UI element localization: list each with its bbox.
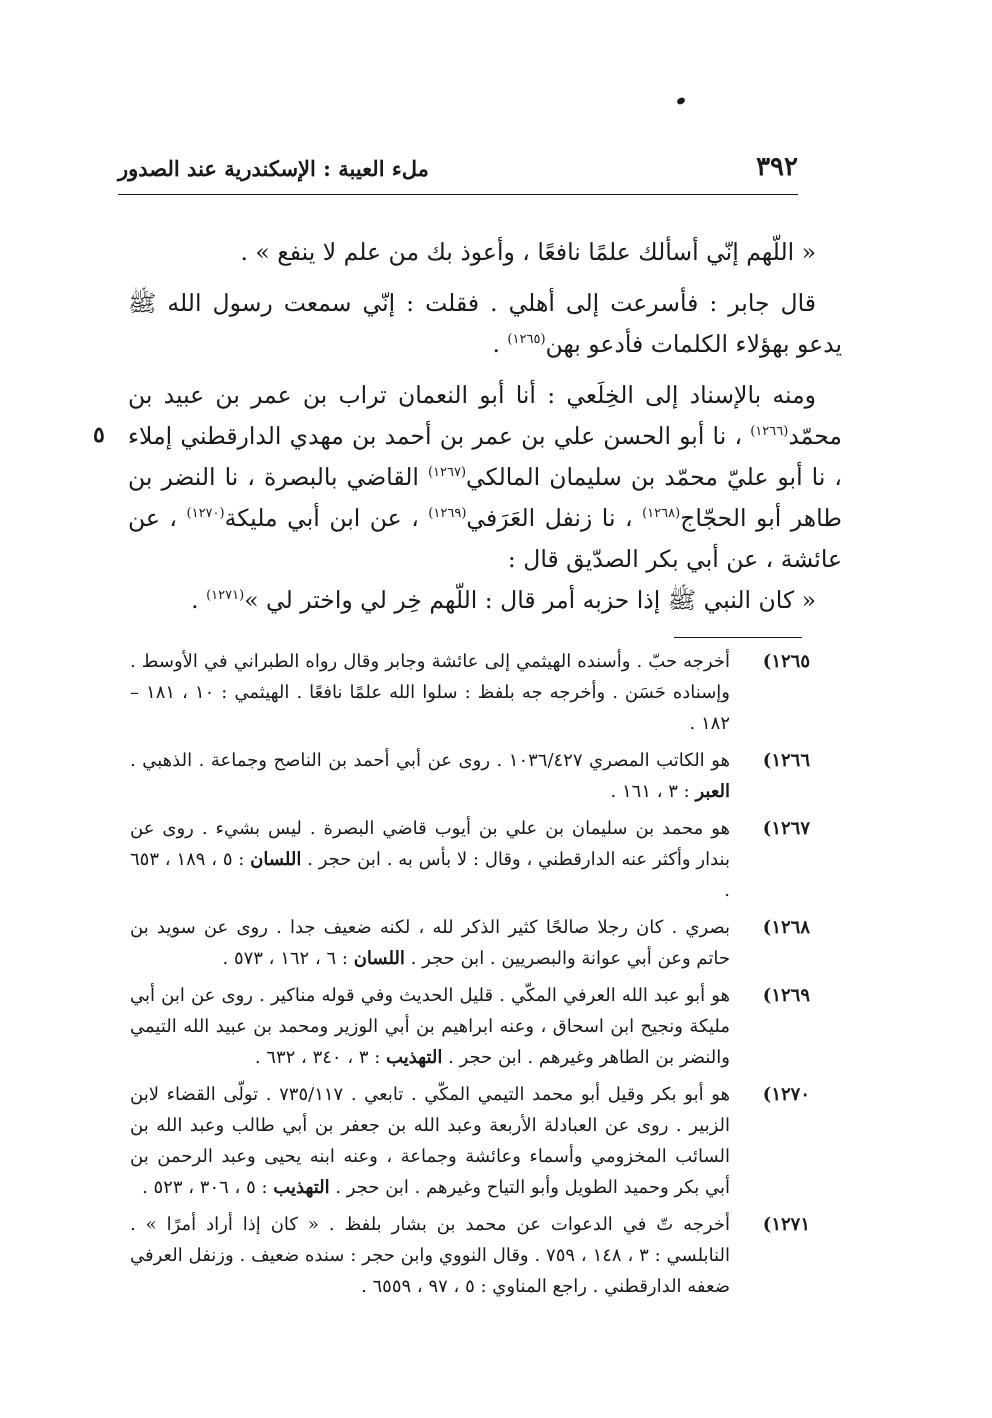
source-title: العبر	[695, 781, 730, 802]
footnote-number: ١٢٦٨)	[762, 917, 810, 938]
footnote-number: ١٢٦٦)	[762, 750, 810, 771]
footnote-number: ١٢٦٧)	[762, 818, 810, 839]
footnote-ref[interactable]: (١٢٦٩)	[428, 506, 467, 522]
paragraph-text: ، عن ابن أبي مليكة	[224, 504, 429, 532]
footnote-text: أخرجه تّ في الدعوات عن محمد بن بشار بلفظ . « كان إذا أراد أمرًا » . النابلسي : ٣ ، ١٤٨ ، ٧٥٩ . وقال النووي وابن حجر : سنده ضعيف . وزنفل العرفي ضعفه الدارقطني . راجع المناوي : ٥ ، ٩٧ ، ٦٥٥٩ .	[130, 1214, 730, 1297]
footnote-citation: : ٥ ، ١٨٩ ، ٦٥٣ .	[130, 849, 730, 901]
paragraph-text: .	[191, 586, 207, 614]
source-title: التهذيب	[386, 1047, 443, 1068]
source-title: اللسان	[353, 948, 405, 969]
footnote-ref[interactable]: (١٢٦٧)	[427, 465, 467, 481]
paragraph-text: ومنه بالإسناد إلى الخِلَعي : أنا أبو النعمان تراب بن عمر بن عبيد بن محمّد	[128, 381, 842, 450]
footnote-citation: : ٣ ، ٣٤٠ ، ٦٣٢ .	[254, 1047, 387, 1068]
paragraph-dua-1	[128, 232, 842, 273]
footnote-1266	[130, 745, 810, 807]
footnote-ref[interactable]: (١٢٧٠)	[186, 506, 225, 522]
running-title: ملء العيبة : الإسكندرية عند الصدور	[118, 156, 429, 181]
paragraph-text: ، نا زنفل العَرَفي	[466, 504, 643, 532]
footnote-text: هو محمد بن سليمان بن علي بن أيوب قاضي البصرة . ليس بشيء . روى عن بندار وأكثر عنه الدارقطني ، وقال : لا بأس به . ابن حجر .	[130, 818, 730, 870]
footnote-citation: : ٥ ، ٣٠٦ ، ٥٢٣ .	[142, 1177, 274, 1198]
line-number-marker: ٥	[93, 422, 105, 448]
paragraph-text: القاضي بالبصرة ، نا النضر بن طاهر أبو الحجّاج	[128, 463, 842, 532]
page-number: ٣٩٢	[756, 152, 798, 182]
footnote-text: بصري . كان رجلا صالحًا كثير الذكر لله ، لكنه ضعيف جدا . روى عن سويد بن حاتم وعن أبي عوانة والبصريين . ابن حجر .	[130, 917, 730, 969]
source-title: اللسان	[250, 849, 302, 870]
footnote-number: ١٢٦٥)	[762, 651, 810, 672]
paragraph-jabir	[128, 283, 842, 365]
dua-text: « اللّهم إنّي أسألك علمًا نافعًا ، وأعوذ بك من علم لا ينفع » .	[240, 238, 816, 266]
footnote-separator	[674, 637, 802, 638]
footnote-1265	[130, 646, 810, 739]
footnote-1268	[130, 912, 810, 974]
source-title: التهذيب	[273, 1177, 330, 1198]
paragraph-dua-2	[128, 580, 842, 621]
footnote-1267	[130, 813, 810, 906]
main-text	[128, 232, 842, 621]
footnote-1270	[130, 1079, 810, 1203]
footnote-citation: : ٣ ، ١٦١ .	[610, 781, 696, 802]
dua-text: « كان النبي ﷺ إذا حزبه أمر قال : اللّهم خِر لي واختر لي »	[244, 586, 816, 614]
footnote-text: هو الكاتب المصري ١٠٣٦/٤٢٧ . روى عن أبي أحمد بن الناصح وجماعة . الذهبي .	[130, 750, 730, 771]
footnote-text: هو أبو بكر وقيل أبو محمد التيمي المكّي . تابعي . ٧٣٥/١١٧ . تولّى القضاء لابن الزبير . روى عن العبادلة الأربعة وعبد الله بن جعفر بن أبي طالب وعبد الله بن السائب المخزومي وأسماء وعائشة وجماعة ، وعنه ابنه يحيى وعبد الرحمن بن أبي بكر وحميد الطويل وأبو التياح وغيرهم . ابن حجر .	[130, 1084, 731, 1198]
footnote-ref[interactable]: (١٢٦٦)	[750, 424, 789, 440]
footnote-number: ١٢٧١)	[762, 1214, 810, 1235]
header-rule	[118, 194, 798, 195]
ink-mark	[676, 97, 686, 105]
footnote-citation: : ٦ ، ١٦٢ ، ٥٧٣ .	[222, 948, 354, 969]
footnotes	[130, 646, 810, 1308]
footnote-1271	[130, 1209, 810, 1302]
footnote-ref[interactable]: (١٢٦٥)	[507, 332, 546, 348]
footnote-ref[interactable]: (١٢٧١)	[206, 588, 245, 604]
paragraph-text: ، نا أبو الحسن علي بن عمر بن أحمد بن مهدي الدارقطني إملاء ، نا أبو عليّ محمّد بن سليمان المالكي	[128, 422, 842, 491]
paragraph-text: قال جابر : فأسرعت إلى أهلي . فقلت : إنّي سمعت رسول الله ﷺ يدعو بهؤلاء الكلمات فأدعو بهن	[128, 289, 842, 358]
paragraph-text: ، عن عائشة ، عن أبي بكر الصدّيق قال :	[128, 504, 842, 573]
footnote-1269	[130, 980, 810, 1073]
paragraph-isnad	[128, 375, 842, 580]
running-header	[118, 150, 798, 190]
footnote-text: أخرجه حبّ . وأسنده الهيثمي إلى عائشة وجابر وقال رواه الطبراني في الأوسط . وإسناده حَسَن . وأخرجه جه بلفظ : سلوا الله علمًا نافعًا . الهيثمي : ١٠ ، ١٨١ – ١٨٢ .	[130, 651, 730, 734]
footnote-number: ١٢٦٩)	[762, 985, 810, 1006]
footnote-text: هو أبو عبد الله العرفي المكّي . قليل الحديث وفي قوله مناكير . روى عن ابن أبي مليكة ونجيح ابن اسحاق ، وعنه ابراهيم بن أبي الوزير ومحمد بن عبيد الله التيمي والنضر بن الطاهر وغيرهم . ابن حجر .	[130, 985, 730, 1068]
footnote-ref[interactable]: (١٢٦٨)	[642, 506, 681, 522]
paragraph-text: .	[492, 330, 508, 358]
footnote-number: ١٢٧٠)	[762, 1084, 810, 1105]
